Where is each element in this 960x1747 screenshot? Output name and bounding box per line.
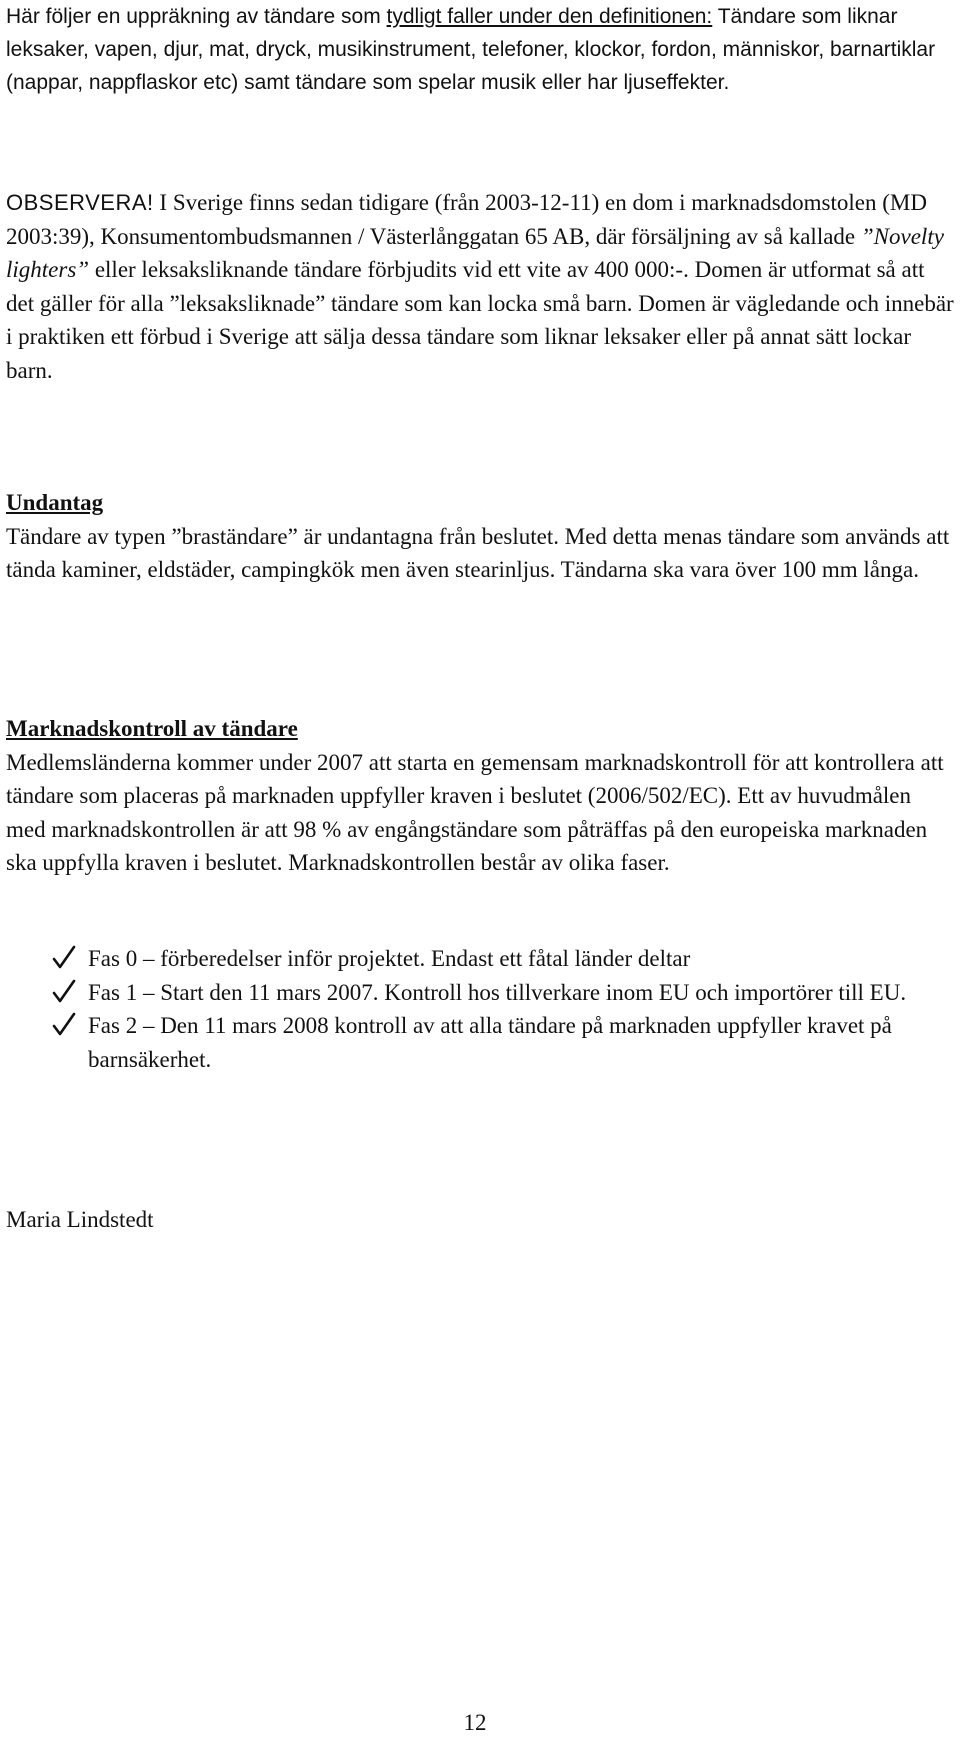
list-item [6, 976, 956, 1010]
undantag-body: Tändare av typen ”braständare” är undantagna från beslutet. Med detta menas tändare som används att tända kaminer, eldstäder, campingkök men även stearinljus. Tändarna ska vara över 100 mm långa. [6, 523, 950, 582]
list-item-text: Fas 2 – Den 11 mars 2008 kontroll av att alla tändare på marknaden uppfyller kravet på barnsäkerhet. [88, 1013, 892, 1072]
list-item [6, 1009, 956, 1076]
observera-paragraph [6, 186, 956, 387]
undantag-heading: Undantag [6, 490, 104, 515]
marknadskontroll-section [6, 712, 956, 880]
check-icon [52, 976, 78, 1009]
list-item-text: Fas 1 – Start den 11 mars 2007. Kontroll hos tillverkare inom EU och importörer till EU. [88, 979, 907, 1005]
phase-checklist [6, 942, 956, 1076]
list-item [6, 942, 956, 976]
marknadskontroll-heading: Marknadskontroll av tändare [6, 716, 298, 741]
marknadskontroll-body: Medlemsländerna kommer under 2007 att starta en gemensam marknadskontroll för att kontrollera att tändare som placeras på marknaden uppfyller kraven i beslutet (2006/502/EC). Ett av huvudmålen med marknadskontrollen är att 98 % av engångständare som påträffas på den europeiska marknaden ska uppfylla kraven i beslutet. Marknadskontrollen består av olika faser. [6, 749, 944, 875]
intro-text-before: Här följer en uppräkning av tändare som [6, 5, 387, 28]
check-icon [52, 1009, 78, 1042]
observera-text-1: I Sverige finns sedan tidigare (från 2003-12-11) en dom i marknadsdomstolen (MD 2003:39), Konsumentombudsmannen / Västerlånggatan 65 AB, där försäljning av så kallade [6, 190, 927, 249]
signature-section [6, 1203, 956, 1237]
page-number: 12 [463, 1710, 487, 1735]
list-item-text: Fas 0 – förberedelser inför projektet. Endast ett fåtal länder deltar [88, 946, 691, 971]
intro-text-after: Tändare som liknar leksaker, vapen, djur, mat, dryck, musikinstrument, telefoner, klockor, fordon, människor, barnartiklar (nappar, nappflaskor etc) samt tändare som spelar musik eller har ljuseffekter. [6, 5, 936, 94]
document-page [6, 0, 956, 1747]
intro-section [6, 0, 956, 99]
undantag-section [6, 486, 956, 587]
signature-name: Maria Lindstedt [6, 1207, 154, 1232]
observera-section [6, 186, 956, 387]
observera-heading: OBSERVERA! [6, 190, 154, 215]
intro-underlined-text: tydligt faller under den definitionen: [386, 5, 713, 28]
observera-italic-text: ”Novelty lighters” [6, 223, 944, 282]
check-icon [52, 942, 78, 975]
observera-text-2: eller leksaksliknande tändare förbjudits vid ett vite av 400 000:-. Domen är utformat så att det gäller för alla ”leksaksliknade” tändare som kan locka små barn. Domen är vägledande och innebär i praktiken ett förbud i Sverige att sälja dessa tändare som liknar leksaker eller på annat sätt lockar barn. [6, 257, 954, 383]
intro-paragraph [6, 0, 956, 99]
phase-list [6, 942, 956, 1076]
